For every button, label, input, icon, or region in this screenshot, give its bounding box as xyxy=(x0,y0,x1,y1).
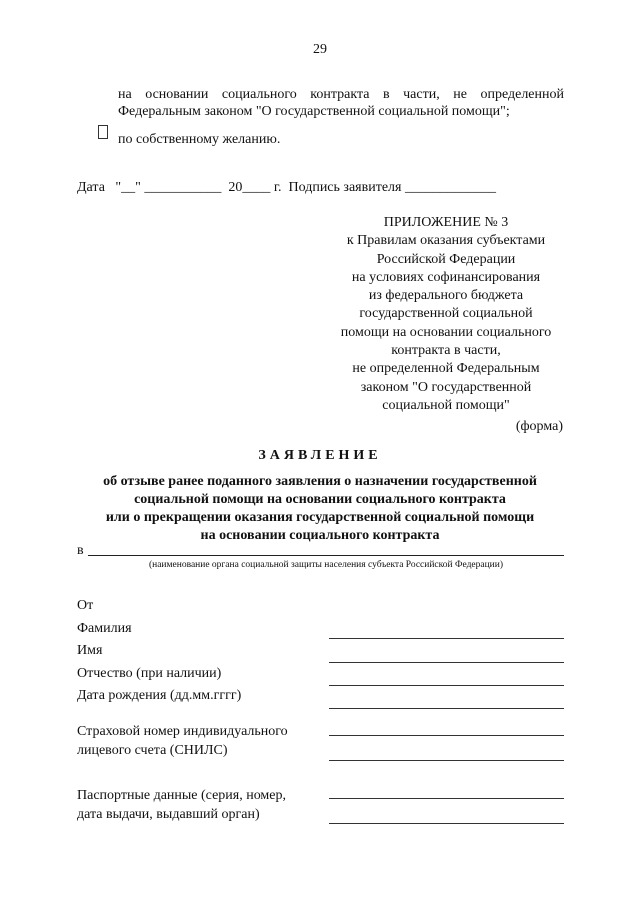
snils-label-line-1: Страховой номер индивидуального xyxy=(77,724,288,739)
patronymic-label: Отчество (при наличии) xyxy=(77,666,222,681)
organ-input-line[interactable] xyxy=(88,555,564,556)
intro-line-1: на основании социального контракта в части, не определенной xyxy=(118,87,564,102)
own-desire-label: по собственному желанию. xyxy=(118,132,281,147)
page-number: 29 xyxy=(313,42,327,57)
appendix-line: ПРИЛОЖЕНИЕ № 3 xyxy=(383,215,509,230)
snils-label-line-2: лицевого счета (СНИЛС) xyxy=(77,743,228,758)
appendix-line: помощи на основании социального xyxy=(340,324,552,340)
intro-line-2: Федеральным законом "О государственной социальной помощи"; xyxy=(118,104,510,119)
from-label: От xyxy=(77,598,94,613)
intro-paragraph xyxy=(118,86,564,120)
appendix-header xyxy=(320,214,572,415)
passport-field-1[interactable] xyxy=(329,798,564,799)
document-subtitle xyxy=(60,473,580,545)
organ-caption: (наименование органа социальной защиты населения субъекта Российской Федерации) xyxy=(148,560,504,570)
passport-field-2[interactable] xyxy=(329,823,564,824)
surname-label: Фамилия xyxy=(77,621,132,636)
subtitle-line: социальной помощи на основании социального контракта xyxy=(134,492,506,507)
appendix-line: не определенной Федеральным xyxy=(352,361,540,377)
appendix-line: законом "О государственной xyxy=(360,379,532,395)
form-mark: (форма) xyxy=(515,419,563,434)
snils-field-2[interactable] xyxy=(329,760,564,761)
birth-date-label: Дата рождения (дд.мм.гггг) xyxy=(77,688,242,703)
snils-field-1[interactable] xyxy=(329,735,564,736)
name-field[interactable] xyxy=(329,662,564,663)
appendix-line: к Правилам оказания субъектами xyxy=(346,233,546,249)
appendix-line: государственной социальной xyxy=(359,306,533,322)
patronymic-field[interactable] xyxy=(329,685,564,686)
passport-label xyxy=(77,786,286,824)
to-prefix: в xyxy=(77,543,84,558)
passport-label-line-1: Паспортные данные (серия, номер, xyxy=(77,788,287,803)
appendix-line: из федерального бюджета xyxy=(368,288,524,304)
appendix-line: Российской Федерации xyxy=(376,251,516,267)
name-label: Имя xyxy=(77,643,103,658)
appendix-line: социальной помощи" xyxy=(382,397,510,413)
subtitle-line: на основании социального контракта xyxy=(200,528,440,543)
own-desire-checkbox[interactable] xyxy=(98,125,108,139)
snils-label xyxy=(77,722,288,760)
document-title: ЗАЯВЛЕНИЕ xyxy=(258,448,382,463)
subtitle-line: об отзыве ранее поданного заявления о назначении государственной xyxy=(103,474,537,489)
date-signature-line: Дата "__" ___________ 20____ г. Подпись заявителя _____________ xyxy=(77,180,496,195)
appendix-line: на условиях софинансирования xyxy=(351,269,541,285)
appendix-line: контракта в части, xyxy=(391,343,501,359)
birth-date-field[interactable] xyxy=(329,708,564,709)
surname-field[interactable] xyxy=(329,638,564,639)
subtitle-line: или о прекращении оказания государственной социальной помощи xyxy=(105,510,535,525)
passport-label-line-2: дата выдачи, выдавший орган) xyxy=(77,807,260,822)
